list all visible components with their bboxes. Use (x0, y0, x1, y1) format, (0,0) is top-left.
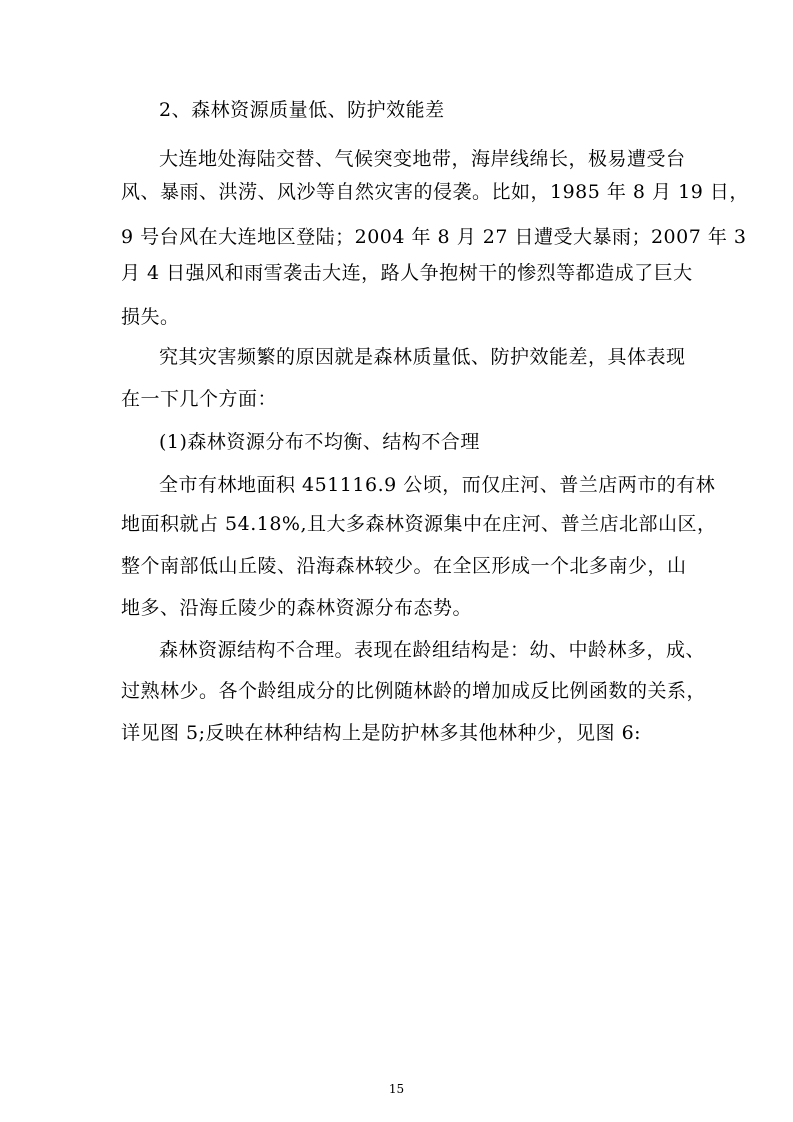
paragraph-line: 在一下几个方面： (121, 388, 278, 410)
paragraph-line: 损失。 (121, 306, 180, 328)
paragraph-line: 全市有林地面积 451116.9 公顷，而仅庄河、普兰店两市的有林 (159, 474, 716, 496)
subheading: (1)森林资源分布不均衡、结构不合理 (159, 431, 480, 453)
paragraph-line: 地多、沿海丘陵少的森林资源分布态势。 (121, 597, 473, 619)
paragraph-line: 9 号台风在大连地区登陆；2004 年 8 月 27 日遭受大暴雨；2007 年 3 (121, 226, 747, 248)
page-number: 15 (388, 1082, 405, 1096)
paragraph-line: 森林资源结构不合理。表现在龄组结构是：幼、中龄林多，成、 (159, 639, 706, 661)
paragraph-line: 过熟林少。各个龄组成分的比例随林龄的增加成反比例函数的关系， (121, 680, 707, 702)
paragraph-line: 详见图 5;反映在林种结构上是防护林多其他林种少，见图 6: (121, 722, 642, 744)
paragraph-line: 究其灾害频繁的原因就是森林质量低、防护效能差，具体表现 (159, 346, 686, 368)
section-heading: 2、森林资源质量低、防护效能差 (159, 99, 445, 121)
paragraph-line: 风、暴雨、洪涝、风沙等自然灾害的侵袭。比如，1985 年 8 月 19 日， (121, 181, 749, 203)
paragraph-line: 大连地处海陆交替、气候突变地带，海岸线绵长，极易遭受台 (159, 148, 686, 170)
paragraph-line: 整个南部低山丘陵、沿海森林较少。在全区形成一个北多南少，山 (121, 555, 687, 577)
paragraph-line: 月 4 日强风和雨雪袭击大连，路人争抱树干的惨烈等都造成了巨大 (121, 262, 693, 284)
paragraph-line: 地面积就占 54.18%,且大多森林资源集中在庄河、普兰店北部山区， (121, 513, 717, 535)
